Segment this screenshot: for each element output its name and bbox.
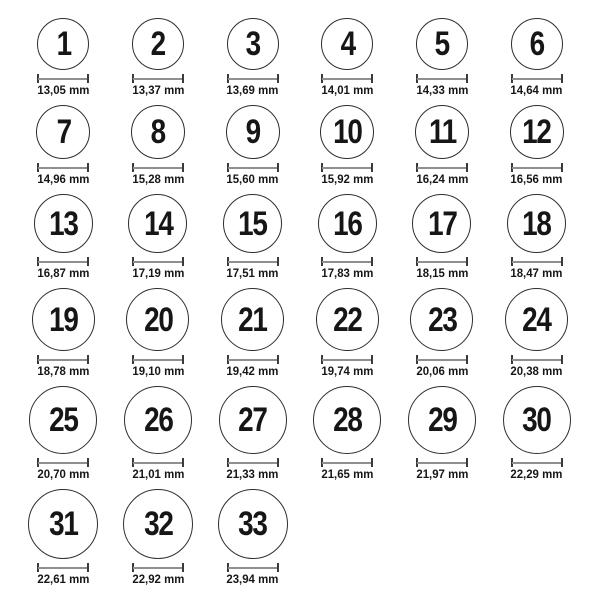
measure-line [228,261,278,263]
ring-size-cell [111,105,206,185]
ring-circle [28,489,98,559]
diameter-measure [227,163,279,172]
ring-size-number: 26 [143,401,173,439]
measure-line [417,167,467,169]
measure-tick-right [182,355,184,364]
ring-size-number: 15 [238,204,267,243]
ring-size-number: 25 [49,401,78,439]
ring-size-number: 11 [428,113,456,151]
ring-size-number: 3 [245,25,260,63]
measure-tick-right [182,458,184,467]
ring-size-number: 28 [333,401,362,439]
measure-line [133,261,183,263]
measure-tick-right [561,74,563,83]
measure-line [133,567,183,569]
ring-circle [313,386,381,454]
diameter-label: 22,29 mm [510,467,563,481]
diameter-label: 19,10 mm [132,364,184,378]
measure-line [38,167,88,169]
diameter-measure [37,458,89,467]
ring-size-number: 22 [333,300,362,339]
diameter-label: 14,64 mm [510,83,563,97]
measure-line [417,462,467,464]
diameter-measure [416,355,468,364]
ring-size-number: 29 [427,401,457,439]
ring-circle [29,386,97,454]
measure-line [133,78,183,80]
diameter-label: 14,01 mm [321,83,374,97]
ring-circle [505,288,568,351]
diameter-label: 16,56 mm [510,172,563,186]
chart-row [16,105,584,185]
ring-size-cell [16,288,111,377]
measure-line [417,359,467,361]
measure-tick-right [561,257,563,266]
ring-size-number: 6 [529,25,544,63]
diameter-label: 21,33 mm [226,467,279,481]
measure-line [512,359,562,361]
measure-line [133,167,183,169]
ring-size-number: 18 [522,204,551,243]
measure-tick-right [466,163,468,172]
measure-line [417,78,467,80]
ring-size-number: 32 [143,505,173,543]
diameter-measure [511,355,563,364]
diameter-measure [416,458,468,467]
measure-line [38,261,88,263]
measure-line [417,261,467,263]
diameter-measure [416,257,468,266]
measure-tick-right [277,458,279,467]
measure-line [512,261,562,263]
ring-size-cell [395,288,490,377]
ring-circle [126,288,189,351]
measure-tick-right [87,257,89,266]
measure-line [322,167,372,169]
measure-line [133,462,183,464]
diameter-label: 14,33 mm [416,83,468,97]
diameter-label: 21,01 mm [132,467,184,481]
ring-size-cell [205,288,300,377]
ring-size-number: 5 [434,25,450,63]
diameter-measure [321,355,373,364]
ring-circle [316,288,379,351]
diameter-measure [511,163,563,172]
ring-circle [416,18,468,70]
measure-tick-right [371,458,373,467]
ring-size-number: 24 [522,300,551,339]
measure-line [38,78,88,80]
measure-line [38,462,88,464]
ring-size-cell [300,18,395,96]
chart-row [16,489,584,585]
ring-size-cell [205,18,300,96]
ring-size-cell [111,18,206,96]
chart-row [16,18,584,96]
measure-line [228,462,278,464]
ring-size-number: 12 [522,113,551,151]
diameter-measure [416,74,468,83]
measure-line [322,462,372,464]
ring-size-number: 7 [56,113,71,151]
ring-size-cell [395,194,490,279]
ring-circle [226,105,280,159]
diameter-measure [132,257,184,266]
ring-size-cell [111,194,206,279]
ring-circle [131,105,185,159]
ring-size-number: 1 [56,25,71,63]
diameter-measure [227,355,279,364]
measure-line [228,167,278,169]
measure-tick-right [371,257,373,266]
diameter-measure [227,257,279,266]
ring-circle [128,194,187,253]
ring-circle [503,386,571,454]
diameter-label: 15,92 mm [321,172,374,186]
diameter-measure [227,458,279,467]
ring-circle [410,288,473,351]
ring-size-cell [111,489,206,585]
ring-size-number: 2 [150,25,166,63]
ring-size-cell [395,18,490,96]
measure-line [322,359,372,361]
ring-circle [218,489,288,559]
diameter-measure [321,74,373,83]
ring-circle [415,105,469,159]
ring-size-cell [16,489,111,585]
ring-circle [123,489,193,559]
ring-size-cell [16,105,111,185]
diameter-label: 22,92 mm [132,572,184,586]
diameter-label: 22,61 mm [37,572,90,586]
measure-tick-right [561,163,563,172]
diameter-measure [132,355,184,364]
diameter-label: 13,37 mm [132,83,184,97]
ring-size-cell [16,194,111,279]
diameter-label: 21,65 mm [321,467,374,481]
diameter-measure [511,257,563,266]
measure-line [228,359,278,361]
diameter-label: 20,06 mm [416,364,468,378]
diameter-measure [37,355,89,364]
measure-line [38,567,88,569]
diameter-measure [132,163,184,172]
ring-size-number: 20 [143,300,173,339]
diameter-measure [321,458,373,467]
ring-size-number: 16 [333,204,362,243]
measure-tick-right [371,74,373,83]
ring-circle [408,386,476,454]
ring-circle [34,194,93,253]
diameter-measure [37,74,89,83]
diameter-label: 14,96 mm [37,172,90,186]
measure-tick-right [277,355,279,364]
measure-tick-right [277,257,279,266]
ring-circle [37,18,89,70]
diameter-measure [132,563,184,572]
measure-tick-right [277,163,279,172]
measure-line [133,359,183,361]
ring-size-number: 30 [522,401,551,439]
ring-circle [32,288,95,351]
ring-size-cell [489,194,584,279]
measure-tick-right [561,458,563,467]
measure-tick-right [87,563,89,572]
measure-tick-right [87,163,89,172]
chart-row [16,288,584,377]
measure-line [512,78,562,80]
measure-line [38,359,88,361]
ring-circle [221,288,284,351]
ring-size-number: 31 [49,505,78,543]
ring-size-number: 33 [238,505,267,543]
diameter-label: 19,74 mm [321,364,374,378]
measure-tick-right [87,74,89,83]
ring-circle [219,386,287,454]
ring-size-number: 9 [245,113,260,151]
diameter-label: 15,28 mm [132,172,184,186]
ring-size-cell [111,288,206,377]
ring-circle [227,18,279,70]
ring-size-number: 10 [333,113,362,151]
diameter-label: 13,05 mm [37,83,90,97]
diameter-measure [132,74,184,83]
diameter-measure [227,74,279,83]
ring-circle [511,18,563,70]
measure-tick-right [277,74,279,83]
measure-line [228,567,278,569]
measure-line [512,167,562,169]
ring-circle [223,194,282,253]
diameter-label: 18,78 mm [37,364,90,378]
diameter-label: 19,42 mm [226,364,279,378]
diameter-measure [321,257,373,266]
chart-row [16,386,584,480]
ring-size-cell [489,18,584,96]
ring-size-number: 14 [143,204,173,243]
diameter-label: 16,24 mm [416,172,468,186]
diameter-label: 23,94 mm [226,572,279,586]
ring-size-cell [489,386,584,480]
ring-size-number: 27 [238,401,267,439]
ring-size-cell [395,105,490,185]
measure-tick-right [182,257,184,266]
measure-line [322,261,372,263]
ring-size-number: 8 [150,113,166,151]
ring-circle [36,105,90,159]
measure-tick-right [466,257,468,266]
ring-circle [321,18,373,70]
ring-size-cell [489,105,584,185]
ring-circle [318,194,377,253]
diameter-measure [37,163,89,172]
diameter-measure [37,257,89,266]
measure-tick-right [182,163,184,172]
measure-tick-right [371,163,373,172]
measure-line [322,78,372,80]
ring-size-cell [205,386,300,480]
ring-size-number: 17 [427,204,457,243]
diameter-measure [37,563,89,572]
diameter-label: 20,70 mm [37,467,90,481]
diameter-measure [511,458,563,467]
ring-size-cell [205,105,300,185]
diameter-measure [132,458,184,467]
ring-size-number: 13 [49,204,78,243]
diameter-label: 17,83 mm [321,266,374,280]
measure-tick-right [182,563,184,572]
measure-tick-right [371,355,373,364]
measure-line [512,462,562,464]
measure-line [228,78,278,80]
diameter-label: 13,69 mm [226,83,279,97]
ring-size-cell [489,288,584,377]
measure-tick-right [466,458,468,467]
ring-circle [124,386,192,454]
ring-size-cell [16,386,111,480]
measure-tick-right [466,74,468,83]
ring-circle [132,18,184,70]
measure-tick-right [277,563,279,572]
diameter-measure [321,163,373,172]
ring-size-cell [205,194,300,279]
diameter-label: 21,97 mm [416,467,468,481]
ring-circle [510,105,564,159]
diameter-label: 17,19 mm [132,266,184,280]
ring-size-cell [300,386,395,480]
ring-size-cell [395,386,490,480]
ring-size-cell [300,194,395,279]
ring-size-cell [111,386,206,480]
measure-tick-right [182,74,184,83]
ring-size-cell [300,105,395,185]
ring-size-number: 4 [340,25,355,63]
measure-tick-right [87,458,89,467]
measure-tick-right [87,355,89,364]
ring-circle [320,105,374,159]
ring-size-number: 23 [427,300,457,339]
diameter-label: 20,38 mm [510,364,563,378]
ring-circle [507,194,566,253]
ring-size-number: 21 [238,300,267,339]
ring-size-cell [205,489,300,585]
diameter-label: 15,60 mm [226,172,279,186]
diameter-measure [416,163,468,172]
ring-circle [412,194,471,253]
diameter-measure [227,563,279,572]
ring-size-number: 19 [49,300,78,339]
diameter-label: 18,15 mm [416,266,468,280]
diameter-label: 18,47 mm [510,266,563,280]
measure-tick-right [561,355,563,364]
chart-row [16,194,584,279]
diameter-label: 17,51 mm [226,266,279,280]
measure-tick-right [466,355,468,364]
ring-size-cell [16,18,111,96]
diameter-label: 16,87 mm [37,266,90,280]
diameter-measure [511,74,563,83]
ring-size-cell [300,288,395,377]
